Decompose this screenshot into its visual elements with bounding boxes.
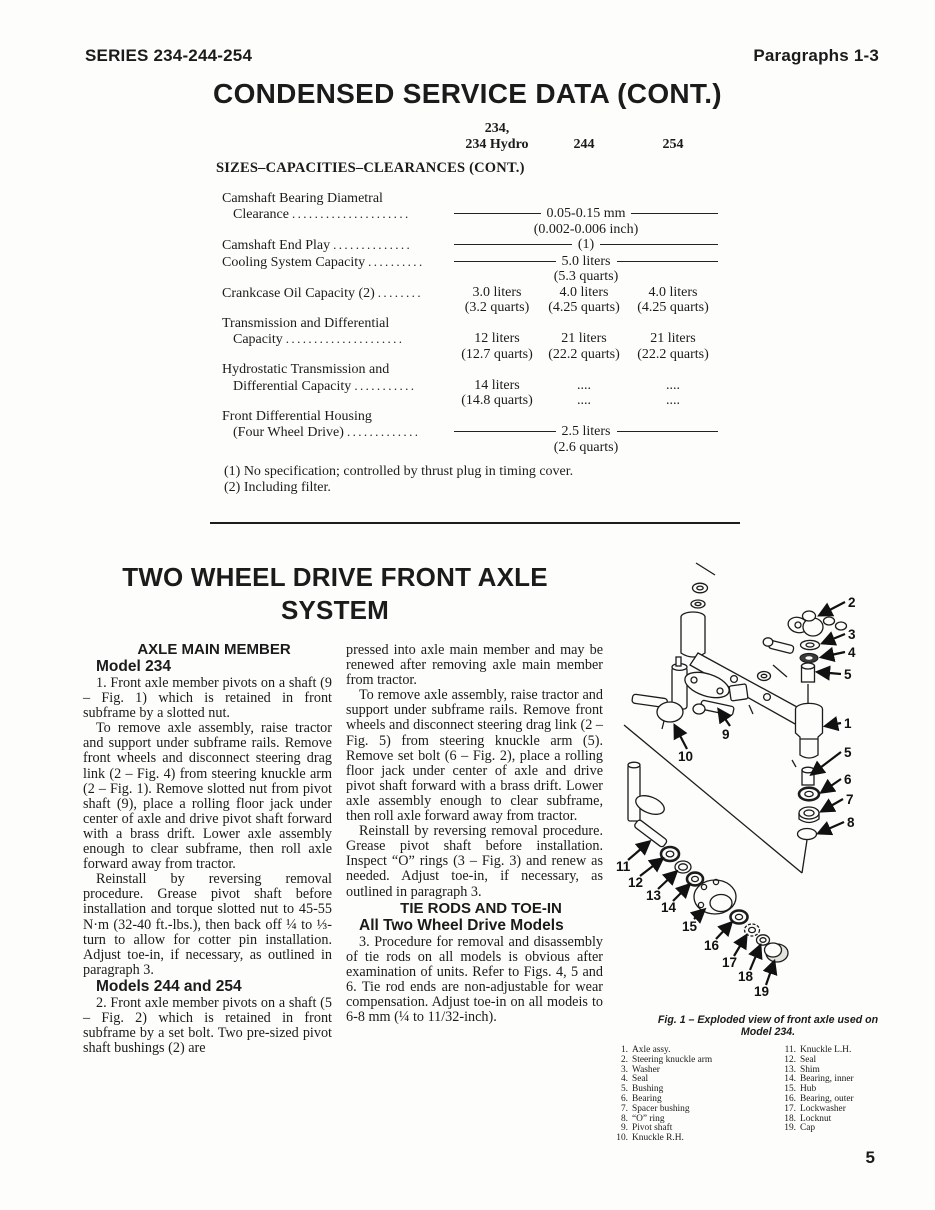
callout-4: 4 bbox=[848, 645, 856, 660]
callout-17: 17 bbox=[722, 955, 738, 970]
part-item: 11. Knuckle L.H. bbox=[784, 1045, 852, 1055]
heading-axle-main-member: AXLE MAIN MEMBER bbox=[137, 641, 291, 658]
knuckle-lh bbox=[628, 762, 668, 848]
callout-2: 2 bbox=[848, 595, 856, 610]
exploded-view-diagram bbox=[612, 553, 924, 1005]
callout-9: 9 bbox=[722, 727, 730, 742]
running-head-series: SERIES 234-244-254 bbox=[85, 46, 253, 65]
callout-3: 3 bbox=[848, 627, 856, 642]
text-column-left bbox=[83, 641, 332, 1056]
paragraph-8: 3. Procedure for removal and disassembly of tie rods on all models is obvious after examination of units. Refer to Figs. 4, 5 and 6. Tie rod ends are non-adjustable for wear compensation. Adjust toe-in on all modeis to 6-8 mm (¼ to 11/32-inch). bbox=[346, 933, 603, 1026]
paragraph-3: Reinstall by reversing removal procedure. Grease pivot shaft before installation and torque slotted nut to 45-55 N·m (32-40 ft.-lbs.), then back off ¼ to ⅓-turn to allow for cotter pin installation. Adjust toe-in, if necessary, as outlined in paragraph 3. bbox=[83, 871, 332, 978]
page-number: 5 bbox=[865, 1148, 875, 1167]
washer-upper bbox=[801, 640, 820, 649]
subheading-all-two-wheel-drive: All Two Wheel Drive Models bbox=[359, 916, 564, 934]
callout-8: 8 bbox=[847, 815, 855, 830]
parts-list-column-1 bbox=[612, 1046, 780, 1144]
spec-column-headers bbox=[222, 121, 718, 152]
part-item: 7. Spacer bushing bbox=[620, 1103, 690, 1114]
o-ring bbox=[798, 829, 817, 840]
shim bbox=[687, 873, 703, 886]
pivot-shaft bbox=[693, 700, 734, 716]
running-head-paragraphs: Paragraphs 1-3 bbox=[753, 46, 879, 65]
spec-row-hydrostatic: Hydrostatic Transmission and Differential Capacity ........... 14 liters (14.8 quarts) .... .... .... .... bbox=[222, 362, 680, 408]
section-divider bbox=[210, 522, 740, 524]
bushing-upper bbox=[802, 663, 815, 682]
part-item: 19. Cap bbox=[784, 1123, 816, 1134]
part-item: 4. Seal bbox=[620, 1074, 649, 1085]
callout-5a: 5 bbox=[844, 667, 852, 682]
part-item: 10. Knuckle R.H. bbox=[616, 1133, 684, 1144]
part-item: 13. Shim bbox=[784, 1064, 820, 1075]
callout-14: 14 bbox=[661, 900, 677, 915]
paragraph-1: 1. Front axle member pivots on a shaft (9 – Fig. 1) which is retained in front subframe by a slotted nut. bbox=[83, 675, 332, 722]
figure-caption: Fig. 1 – Exploded view of front axle used on Model 234. bbox=[657, 1014, 879, 1038]
callout-15: 15 bbox=[682, 919, 698, 934]
spec-row-camshaft-clearance: Camshaft Bearing Diametral Clearance ..................... 0.05-0.15 mm (0.002-0.006 inch) bbox=[222, 191, 718, 238]
seal-upper bbox=[800, 653, 818, 662]
subheading-models-244-254: Models 244 and 254 bbox=[96, 977, 242, 995]
bushing-lower bbox=[802, 767, 814, 785]
axle-end-boss bbox=[792, 703, 823, 767]
spec-row-crankcase-oil: Crankcase Oil Capacity (2) ........ 3.0 liters (3.2 quarts) 4.0 liters (4.25 quarts) 4.0 liters (4.25 quarts) bbox=[222, 284, 709, 315]
part-item: 9. Pivot shaft bbox=[620, 1123, 673, 1134]
part-item: 1. Axle assy. bbox=[620, 1045, 671, 1055]
spec-section-heading: SIZES–CAPACITIES–CLEARANCES (CONT.) bbox=[216, 160, 525, 176]
footnote-1: (1) No specification; controlled by thrust plug in timing cover. bbox=[224, 464, 574, 479]
part-item: 8. “O” ring bbox=[620, 1113, 665, 1124]
beam-bushing bbox=[729, 684, 748, 701]
figure-1 bbox=[612, 553, 924, 1144]
cotter-pin-top bbox=[696, 563, 715, 575]
spacer-bushing bbox=[799, 807, 819, 823]
lockwasher bbox=[745, 924, 760, 936]
paragraph-6: To remove axle assembly, raise tractor and support under subframe rails. Remove front wheels and disconnect steering drag link (2 – Fig. 5) from steering knuckle arm (5). Remove set bolt (6 – Fig. 2), place a rolling floor jack under center of axle and drive pivot shaft forward with a brass drift. Lower axle assembly enough to clear subframe, then roll axle forward away from tractor. bbox=[346, 687, 603, 825]
part-item: 2. Steering knuckle arm bbox=[620, 1054, 713, 1065]
bearing-inner-seal bbox=[661, 847, 679, 861]
part-item: 16. Bearing, outer bbox=[784, 1093, 854, 1104]
figure-parts-list bbox=[612, 1046, 924, 1144]
parts-list-column-2 bbox=[780, 1046, 924, 1144]
callout-10: 10 bbox=[678, 749, 694, 764]
part-item: 18. Locknut bbox=[784, 1113, 832, 1124]
part-item: 15. Hub bbox=[784, 1084, 817, 1095]
kingpin-left bbox=[672, 657, 687, 709]
slotted-nut-top bbox=[693, 583, 708, 593]
nuts-right bbox=[824, 617, 847, 630]
running-head bbox=[85, 46, 879, 66]
part-item: 5. Bushing bbox=[620, 1084, 664, 1095]
paragraph-5: pressed into axle main member and may be renewed after removing axle main member from tractor. bbox=[346, 642, 603, 689]
paragraph-4: 2. Front axle member pivots on a shaft (5 – Fig. 2) which is retained in front subframe by a set bolt. Two pre-sized pivot shaft bushings (2) are bbox=[83, 994, 332, 1057]
bearing-outer bbox=[731, 911, 748, 924]
seal-hub bbox=[675, 861, 691, 873]
table-footnotes bbox=[224, 464, 573, 496]
text-column-middle bbox=[346, 643, 603, 1025]
col-header-244: 244 bbox=[573, 136, 595, 152]
spec-row-front-differential: Front Differential Housing (Four Wheel Drive) ............. 2.5 liters (2.6 quarts) bbox=[222, 409, 718, 456]
page-title: CONDENSED SERVICE DATA (CONT.) bbox=[213, 78, 722, 109]
callout-7: 7 bbox=[846, 792, 854, 807]
callout-12: 12 bbox=[628, 875, 644, 890]
spec-row-camshaft-end-play: Camshaft End Play .............. (1) bbox=[222, 237, 718, 254]
callout-16: 16 bbox=[704, 938, 720, 953]
steering-knuckle-arm bbox=[786, 611, 823, 636]
heading-tie-rods: TIE RODS AND TOE-IN bbox=[400, 899, 562, 917]
callout-19: 19 bbox=[754, 984, 770, 999]
part-item: 6. Bearing bbox=[620, 1093, 662, 1104]
part-item: 17. Lockwasher bbox=[784, 1103, 846, 1114]
cap bbox=[765, 943, 789, 962]
bearing-pivot bbox=[799, 788, 819, 801]
spec-row-cooling-system: Cooling System Capacity .......... 5.0 liters (5.3 quarts) bbox=[222, 254, 718, 285]
callout-11: 11 bbox=[616, 859, 631, 874]
spec-row-transmission: Transmission and Differential Capacity ..................... 12 liters (12.7 quarts) 21 liters (22.2 quarts) 21 liters (22.2 quarts) bbox=[222, 315, 709, 362]
callout-1: 1 bbox=[844, 716, 852, 731]
paragraph-7: Reinstall by reversing removal procedure. Grease pivot shaft before installation. Inspect “O” rings (3 – Fig. 3) and renew as needed. Adjust toe-in, if necessary, as outlined in paragraph 3. bbox=[346, 823, 603, 900]
callout-6: 6 bbox=[844, 772, 852, 787]
subheading-model-234: Model 234 bbox=[96, 658, 171, 675]
clip-mid bbox=[749, 705, 753, 714]
part-item: 3. Washer bbox=[620, 1064, 660, 1075]
col-header-254: 254 bbox=[662, 136, 684, 152]
service-data-table bbox=[216, 121, 718, 455]
part-item: 14. Bearing, inner bbox=[784, 1074, 854, 1085]
callout-18: 18 bbox=[738, 969, 754, 984]
callout-5b: 5 bbox=[844, 745, 852, 760]
callout-13: 13 bbox=[646, 888, 662, 903]
col-header-234: 234, 234 Hydro bbox=[465, 121, 529, 152]
slotted-nut-mid bbox=[758, 665, 788, 681]
section-title: TWO WHEEL DRIVE FRONT AXLE SYSTEM bbox=[122, 562, 548, 625]
footnote-2: (2) Including filter. bbox=[224, 480, 331, 495]
locknut bbox=[757, 935, 770, 945]
hub bbox=[694, 879, 736, 914]
paragraph-2: To remove axle assembly, raise tractor and support under subframe rails. Remove front wheels and disconnect steering drag link (2 – Fig. 4) from steering knuckle arm (2 – Fig. 1). Remove slotted nut from pivot shaft (9), place a rolling floor jack under center of axle and drive pivot shaft forward with a brass drift. Lower axle assembly enough to clear subframe, then roll axle forward away from tractor. bbox=[83, 720, 332, 873]
bolt-right bbox=[763, 638, 794, 654]
washer-top bbox=[691, 600, 705, 608]
part-item: 12. Seal bbox=[784, 1054, 817, 1065]
